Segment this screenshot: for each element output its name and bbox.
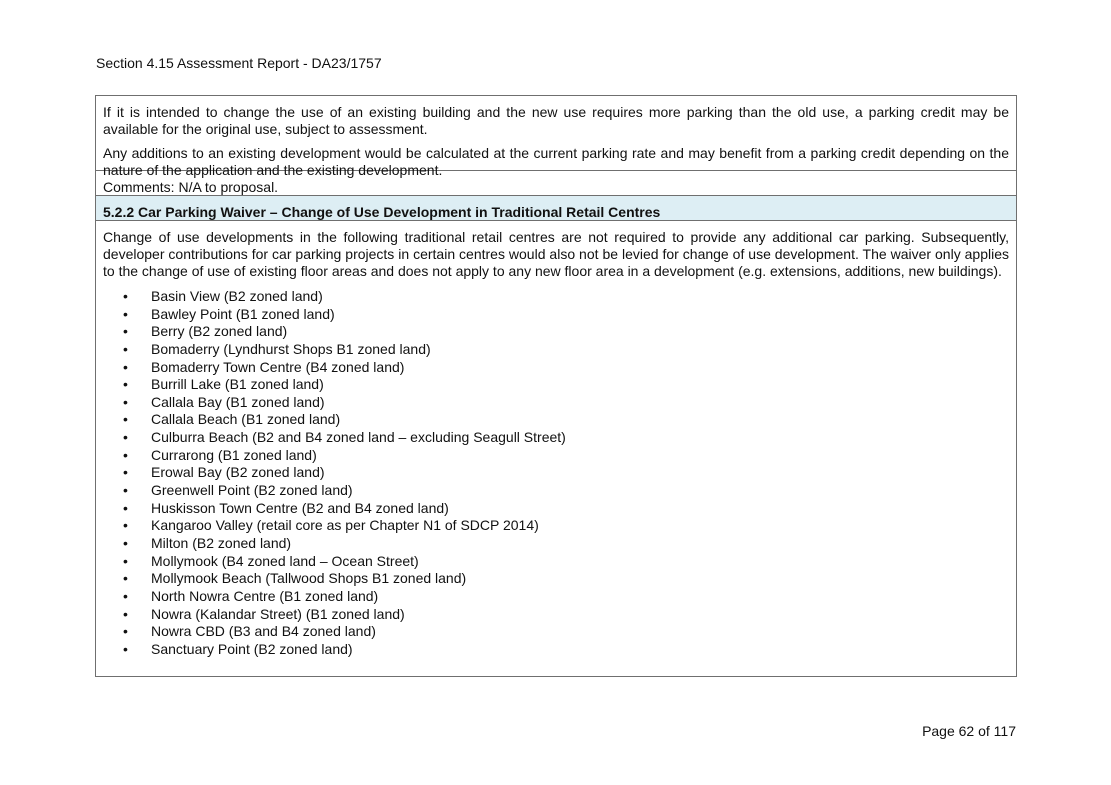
list-item-text: Kangaroo Valley (retail core as per Chapter N1 of SDCP 2014): [151, 517, 539, 534]
waiver-cell: [96, 221, 1016, 676]
list-item: [103, 464, 1009, 482]
list-item: [103, 606, 1009, 624]
bullet-icon: •: [123, 534, 128, 551]
assessment-table: [95, 95, 1017, 677]
list-item: [103, 341, 1009, 359]
additions-paragraph: Any additions to an existing development would be calculated at the current parking rate and may benefit from a parking credit depending on the nature of the application and the existing development.: [103, 145, 1009, 178]
list-item: [103, 411, 1009, 429]
bullet-icon: •: [123, 623, 128, 640]
bullet-icon: •: [123, 376, 128, 393]
bullet-icon: •: [123, 288, 128, 304]
bullet-icon: •: [123, 305, 128, 322]
list-item: [103, 500, 1009, 518]
bullet-icon: •: [123, 552, 128, 569]
section-heading-cell: [96, 196, 1016, 221]
parking-credit-cell: [96, 96, 1016, 178]
list-item: [103, 447, 1009, 465]
list-item-text: Nowra (Kalandar Street) (B1 zoned land): [151, 605, 405, 622]
waiver-intro: Change of use developments in the following traditional retail centres are not required to provide any additional car parking. Subsequently, developer contributions for car parking projects in certain centres would also not be levied for change of use development. The waiver only applies to the change of use of existing floor areas and does not apply to any new floor area in a development (e.g. extensions, additions, new buildings).: [103, 229, 1009, 279]
comments-text: Comments: N/A to proposal.: [103, 179, 279, 195]
list-item-text: Callala Bay (B1 zoned land): [151, 393, 325, 410]
list-item-text: Erowal Bay (B2 zoned land): [151, 464, 325, 481]
list-item: [103, 323, 1009, 341]
list-item: [103, 623, 1009, 641]
list-item-text: Bomaderry (Lyndhurst Shops B1 zoned land): [151, 340, 431, 357]
bullet-icon: •: [123, 411, 128, 428]
bullet-icon: •: [123, 446, 128, 463]
list-item: [103, 359, 1009, 377]
bullet-icon: •: [123, 340, 128, 357]
list-item-text: Huskisson Town Centre (B2 and B4 zoned land): [151, 499, 449, 516]
bullet-icon: •: [123, 499, 128, 516]
list-item-text: Mollymook Beach (Tallwood Shops B1 zoned land): [151, 570, 467, 587]
retail-centre-list: [103, 288, 1009, 658]
list-item-text: Culburra Beach (B2 and B4 zoned land – excluding Seagull Street): [151, 429, 566, 446]
list-item-text: Currarong (B1 zoned land): [151, 446, 317, 463]
list-item: [103, 570, 1009, 588]
bullet-icon: •: [123, 358, 128, 375]
list-item-text: Bomaderry Town Centre (B4 zoned land): [151, 358, 405, 375]
list-item: [103, 429, 1009, 447]
list-item-text: Burrill Lake (B1 zoned land): [151, 376, 324, 393]
list-item-text: Berry (B2 zoned land): [151, 323, 288, 340]
list-item: [103, 306, 1009, 324]
parking-credit-paragraph: If it is intended to change the use of an existing building and the new use requires more parking than the old use, a parking credit may be available for the original use, subject to assessment.: [103, 104, 1009, 137]
bullet-icon: •: [123, 482, 128, 499]
list-item-text: Greenwell Point (B2 zoned land): [151, 482, 353, 499]
list-item: [103, 535, 1009, 553]
page-header: Section 4.15 Assessment Report - DA23/1757: [96, 55, 382, 71]
bullet-icon: •: [123, 570, 128, 587]
list-item: [103, 588, 1009, 606]
bullet-icon: •: [123, 640, 128, 657]
list-item: [103, 394, 1009, 412]
list-item-text: Bawley Point (B1 zoned land): [151, 305, 335, 322]
list-item-text: North Nowra Centre (B1 zoned land): [151, 587, 379, 604]
bullet-icon: •: [123, 429, 128, 446]
bullet-icon: •: [123, 393, 128, 410]
list-item: [103, 553, 1009, 571]
list-item-text: Mollymook (B4 zoned land – Ocean Street): [151, 552, 419, 569]
section-heading: 5.2.2 Car Parking Waiver – Change of Use Development in Traditional Retail Centres: [103, 204, 661, 220]
list-item-text: Basin View (B2 zoned land): [151, 288, 323, 304]
bullet-icon: •: [123, 464, 128, 481]
list-item: [103, 288, 1009, 306]
list-item: [103, 482, 1009, 500]
list-item-text: Callala Beach (B1 zoned land): [151, 411, 341, 428]
bullet-icon: •: [123, 605, 128, 622]
bullet-icon: •: [123, 517, 128, 534]
page-number: Page 62 of 117: [922, 723, 1016, 739]
list-item-text: Sanctuary Point (B2 zoned land): [151, 640, 353, 657]
list-item-text: Milton (B2 zoned land): [151, 534, 292, 551]
list-item-text: Nowra CBD (B3 and B4 zoned land): [151, 623, 376, 640]
list-item: [103, 376, 1009, 394]
bullet-icon: •: [123, 587, 128, 604]
list-item: [103, 517, 1009, 535]
bullet-icon: •: [123, 323, 128, 340]
list-item: [103, 641, 1009, 659]
